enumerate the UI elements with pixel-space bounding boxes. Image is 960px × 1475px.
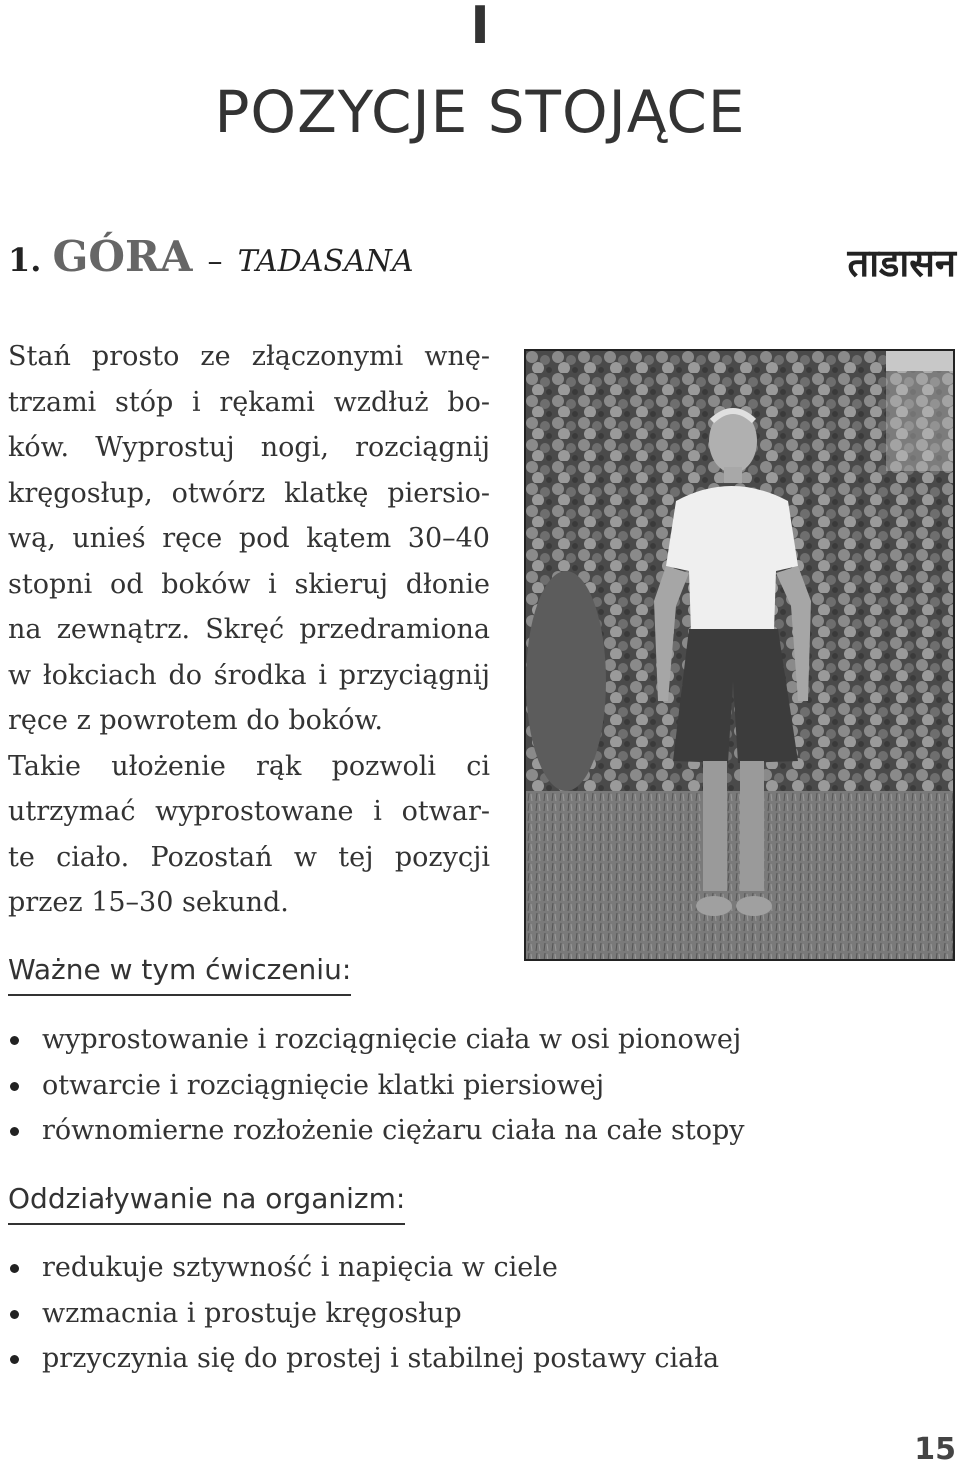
chapter-title: POZYCJE STOJĄCE [214, 78, 746, 146]
description-line: na zewnątrz. Skręć przedramiona [8, 614, 490, 645]
description-line: ręce z powrotem do boków. [8, 705, 383, 736]
exercise-description [8, 334, 490, 926]
exercise-devanagari: ताडासन [847, 241, 956, 285]
list-item: wyprostowanie i rozciągnięcie ciała w osi pionowej [8, 1017, 745, 1063]
effects-section-title: Oddziaływanie na organizm: [8, 1182, 405, 1225]
effects-list [8, 1245, 719, 1382]
description-line: te ciało. Pozostań w tej pozycji [8, 841, 490, 873]
description-line: Takie ułożenie rąk pozwoli ci [8, 750, 490, 782]
description-line: stopni od boków i skieruj dłonie [8, 568, 490, 600]
list-item: równomierne rozłożenie ciężaru ciała na całe stopy [8, 1108, 745, 1154]
description-line: ków. Wyprostuj nogi, rozciągnij [8, 432, 490, 463]
important-list [8, 1017, 745, 1154]
pose-photo [524, 349, 955, 961]
exercise-name: GÓRA [52, 232, 193, 281]
description-line: wą, unieś ręce pod kątem 30–40 [8, 523, 490, 554]
pose-photo-illustration [526, 351, 953, 959]
page-number: 15 [914, 1432, 956, 1467]
list-item: wzmacnia i prostuje kręgosłup [8, 1291, 719, 1337]
exercise-number: 1. [8, 241, 42, 279]
description-line: przez 15–30 sekund. [8, 887, 289, 918]
description-line: kręgosłup, otwórz klatkę piersio- [8, 477, 490, 509]
list-item: redukuje sztywność i napięcia w ciele [8, 1245, 719, 1291]
list-item: otwarcie i rozciągnięcie klatki piersiowej [8, 1063, 745, 1109]
description-line: utrzymać wyprostowane i otwar- [8, 796, 490, 827]
chapter-number: I [470, 0, 490, 56]
exercise-sanskrit-name: TADASANA [237, 244, 414, 279]
description-line: trzami stóp i rękami wzdłuż bo- [8, 386, 490, 418]
exercise-heading [8, 232, 414, 281]
heading-dash: – [207, 244, 223, 279]
description-line: w łokciach do środka i przyciągnij [8, 659, 490, 691]
description-line: Stań prosto ze złączonymi wnę- [8, 341, 490, 372]
important-section-title: Ważne w tym ćwiczeniu: [8, 953, 351, 996]
list-item: przyczynia się do prostej i stabilnej postawy ciała [8, 1336, 719, 1382]
